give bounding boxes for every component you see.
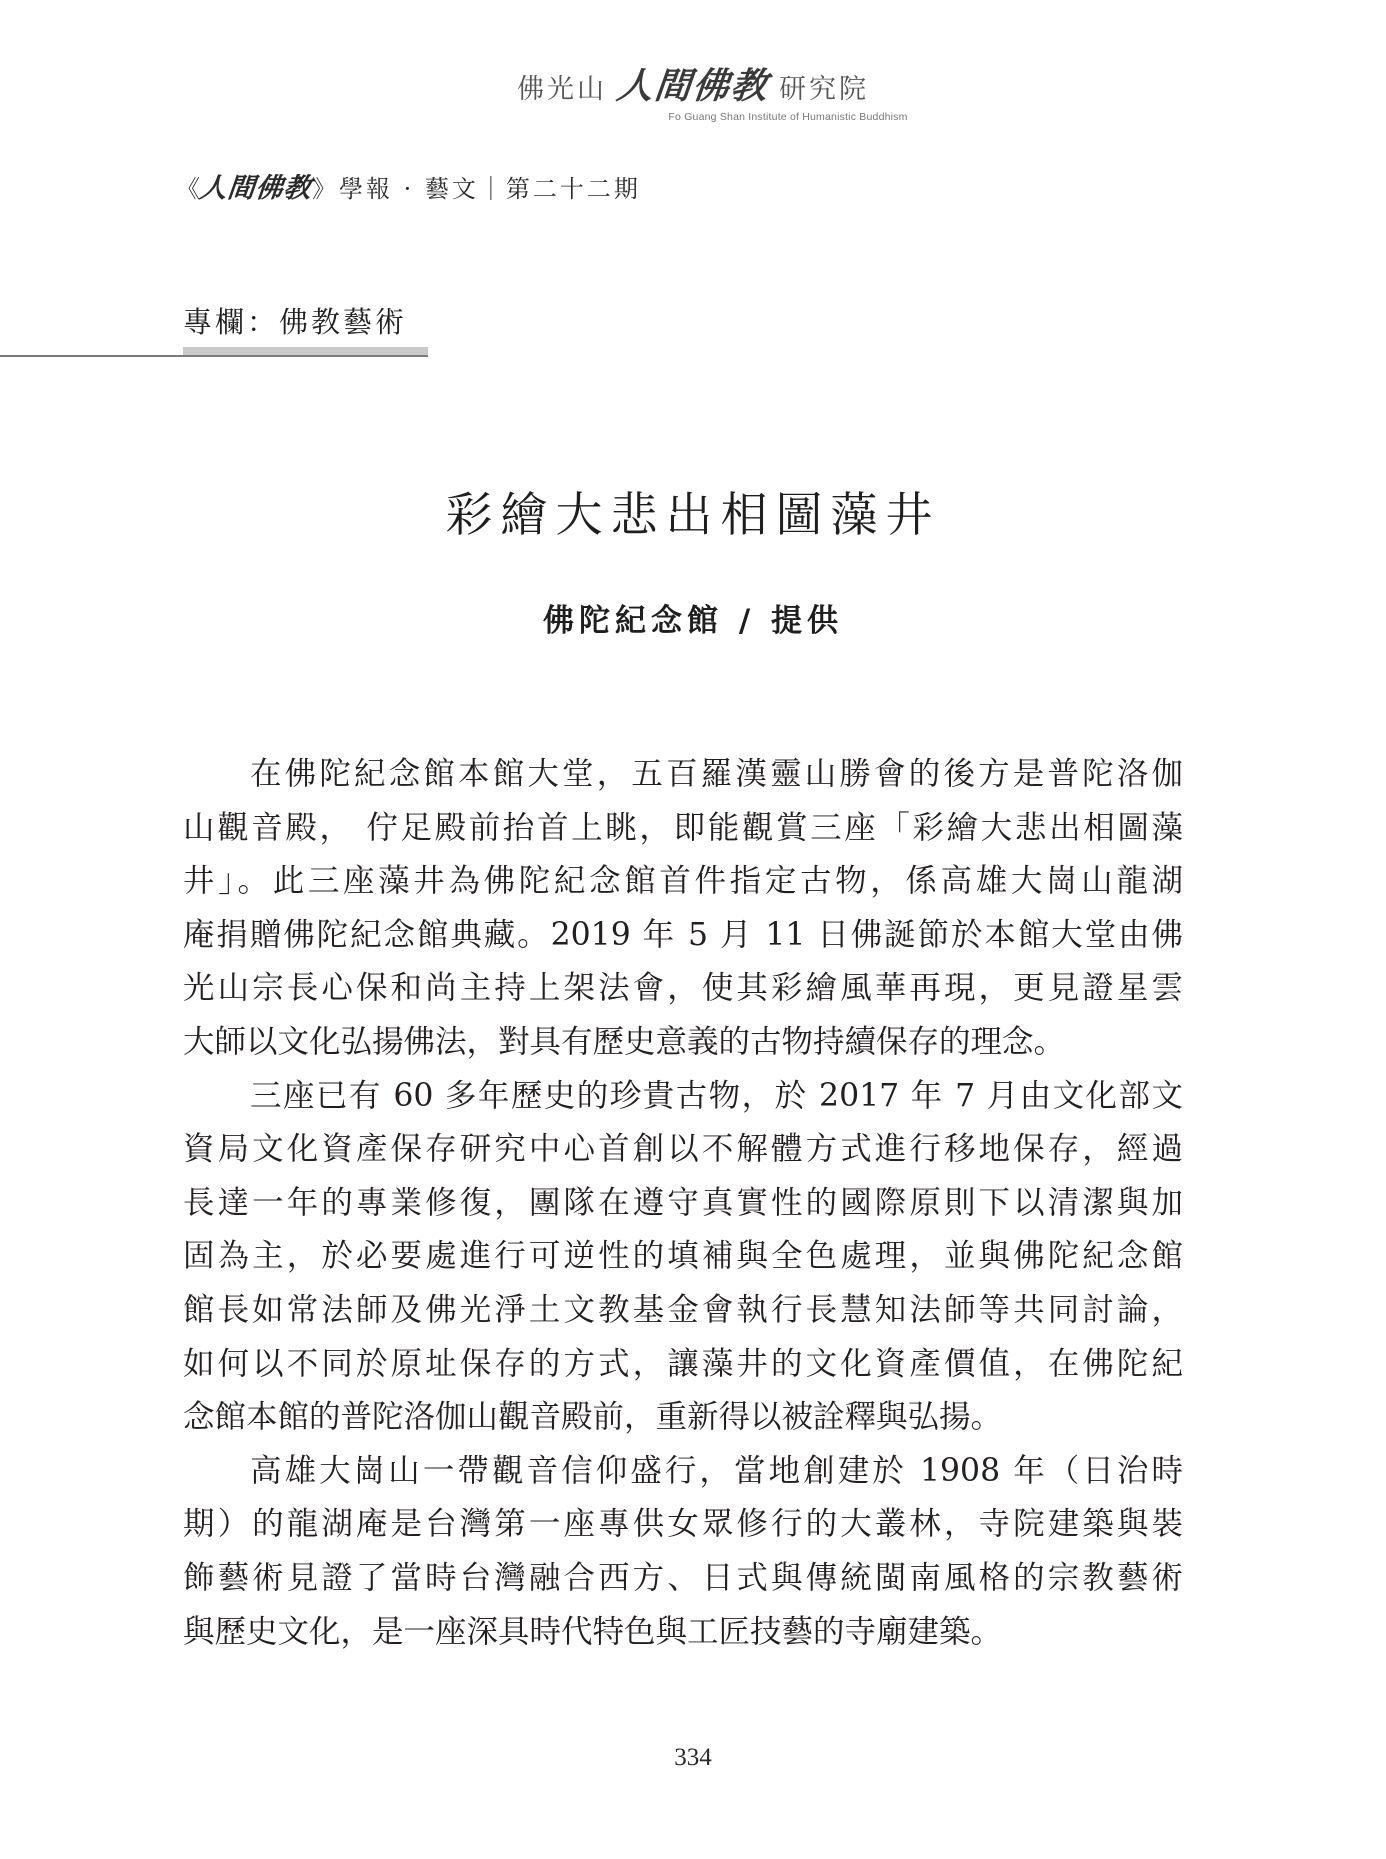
body-line: 飾藝術見證了當時台灣融合西方、日式與傳統閩南風格的宗教藝術 bbox=[183, 1559, 1183, 1596]
body-line: 長達一年的專業修復，團隊在遵守真實性的國際原則下以清潔與加 bbox=[183, 1184, 1183, 1221]
body-line: 山觀音殿， 佇足殿前抬首上眺，即能觀賞三座「彩繪大悲出相圖藻 bbox=[183, 809, 1183, 846]
journal-running-header bbox=[176, 166, 641, 205]
institute-name bbox=[517, 58, 869, 109]
body-line: 期）的龍湖庵是台灣第一座專供女眾修行的大叢林，寺院建築與裝 bbox=[183, 1506, 1183, 1543]
body-line: 井」。此三座藻井為佛陀紀念館首件指定古物，係高雄大崗山龍湖 bbox=[183, 863, 1183, 900]
column-underline-shade bbox=[183, 347, 428, 355]
body-line: 如何以不同於原址保存的方式，讓藻井的文化資產價值，在佛陀紀 bbox=[183, 1345, 1183, 1382]
body-line: 固為主，於必要處進行可逆性的填補與全色處理，並與佛陀紀念館 bbox=[183, 1238, 1183, 1275]
body-line: 高雄大崗山一帶觀音信仰盛行，當地創建於 1908 年（日治時 bbox=[250, 1452, 1183, 1489]
column-divider bbox=[0, 355, 428, 357]
journal-open-bracket: 《 bbox=[176, 175, 200, 203]
institute-header bbox=[0, 58, 1386, 123]
body-line: 館長如常法師及佛光淨土文教基金會執行長慧知法師等共同討論， bbox=[183, 1291, 1183, 1328]
body-line: 光山宗長心保和尚主持上架法會，使其彩繪風華再現，更見證星雲 bbox=[183, 970, 1183, 1007]
institute-brand-logo: 人間佛教 bbox=[614, 65, 771, 107]
body-line: 庵捐贈佛陀紀念館典藏。2019 年 5 月 11 日佛誕節於本館大堂由佛 bbox=[183, 916, 1183, 953]
body-line: 資局文化資產保存研究中心首創以不解體方式進行移地保存，經過 bbox=[183, 1131, 1183, 1168]
institute-suffix: 研究院 bbox=[779, 74, 869, 105]
institute-prefix: 佛光山 bbox=[516, 74, 607, 105]
page-number: 334 bbox=[674, 1744, 712, 1771]
body-line: 在佛陀紀念館本館大堂，五百羅漢靈山勝會的後方是普陀洛伽 bbox=[250, 756, 1183, 792]
column-label: 專欄：佛教藝術 bbox=[183, 305, 408, 339]
body-line: 與歷史文化，是一座深具時代特色與工匠技藝的寺廟建築。 bbox=[183, 1613, 1003, 1650]
article-title: 彩繪大悲出相圖藻井 bbox=[445, 488, 941, 543]
body-line: 大師以文化弘揚佛法，對具有歷史意義的古物持續保存的理念。 bbox=[183, 1023, 1066, 1060]
institute-english-name: Fo Guang Shan Institute of Humanistic Buddhism bbox=[668, 111, 908, 123]
body-line: 三座已有 60 多年歷史的珍貴古物，於 2017 年 7 月由文化部文 bbox=[250, 1077, 1183, 1114]
body-line: 念館本館的普陀洛伽山觀音殿前，重新得以被詮釋與弘揚。 bbox=[183, 1399, 1003, 1436]
journal-brand: 人間佛教 bbox=[198, 173, 314, 204]
article-byline: 佛陀紀念館 / 提供 bbox=[543, 603, 843, 639]
journal-issue-info: 》學報 · 藝文｜第二十二期 bbox=[312, 175, 641, 203]
article-body bbox=[183, 748, 1183, 1659]
